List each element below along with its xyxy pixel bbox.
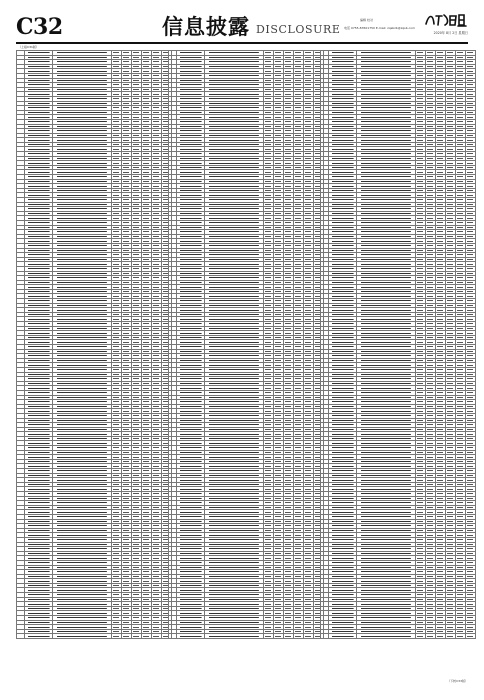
issue-date: 2020年 8月 2日 星期日	[433, 31, 468, 35]
table-cell	[436, 634, 446, 639]
page-number: C32	[16, 14, 63, 40]
table-cell	[17, 634, 25, 639]
table-cell	[321, 634, 329, 639]
table-cell	[466, 634, 476, 639]
table-cell	[122, 634, 132, 639]
table-cell	[416, 634, 426, 639]
table-cell	[169, 634, 177, 639]
table-column-1	[16, 45, 164, 677]
masthead-rule	[16, 42, 468, 44]
table-cell	[53, 634, 112, 639]
table-cell	[304, 634, 314, 639]
table-row	[17, 634, 172, 639]
table-row	[321, 634, 476, 639]
contact-info: 电话 0755-83501750 E-mail: zqsbzb@zqsb.com	[344, 26, 415, 30]
disclosure-table-3	[320, 50, 476, 639]
editor-credit: 编辑 校对	[360, 18, 373, 22]
newspaper-logo-icon	[424, 12, 468, 28]
table-cell	[25, 634, 53, 639]
table-cell	[132, 634, 142, 639]
table-cell	[205, 634, 264, 639]
disclosure-table-1	[16, 50, 172, 639]
table-column-2	[168, 45, 316, 677]
table-cell	[284, 634, 294, 639]
table-cell	[357, 634, 416, 639]
section-title: 信息披露	[162, 14, 250, 39]
continued-to-note: （下转C33版）	[447, 679, 468, 683]
table-column-3	[320, 45, 468, 677]
table-cell	[274, 634, 284, 639]
table-cell	[264, 634, 274, 639]
table-cell	[112, 634, 122, 639]
masthead	[16, 14, 468, 40]
table-cell	[329, 634, 357, 639]
disclosure-tables	[16, 45, 468, 677]
continued-from-note: （上接C31版）	[18, 45, 39, 49]
table-row	[169, 634, 324, 639]
table-cell	[152, 634, 162, 639]
table-cell	[294, 634, 304, 639]
section-title-english: DISCLOSURE	[256, 23, 341, 36]
table-cell	[177, 634, 205, 639]
table-cell	[426, 634, 436, 639]
table-cell	[142, 634, 152, 639]
table-cell	[456, 634, 466, 639]
table-cell	[446, 634, 456, 639]
disclosure-table-2	[168, 50, 324, 639]
